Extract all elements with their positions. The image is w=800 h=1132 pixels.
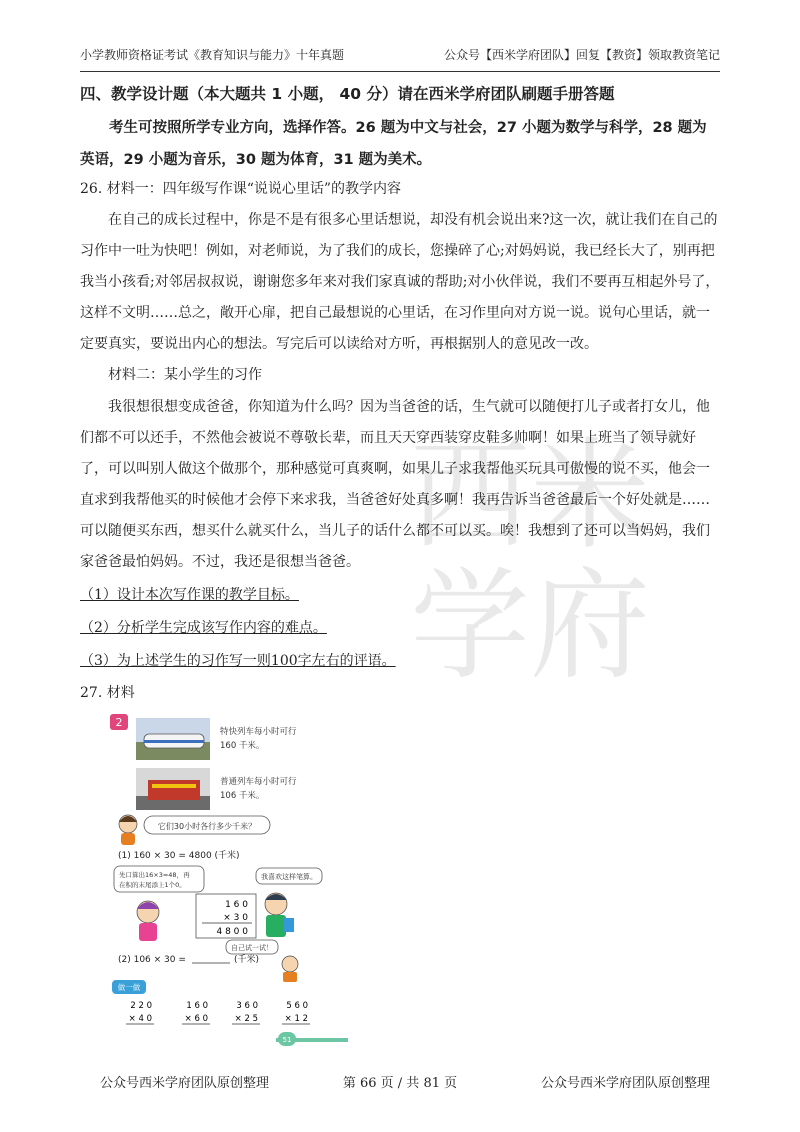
example-badge [110, 714, 128, 730]
hint-bubble-2 [256, 868, 322, 884]
footer-right: 公众号西米学府团队原创整理 [540, 1076, 710, 1091]
exercise-4 [282, 1001, 310, 1024]
svg-text:× 4 0: × 4 0 [128, 1014, 152, 1024]
header-left: 小学教师资格证考试《教育知识与能力》十年真题 [80, 48, 345, 62]
svg-text:× 1 2: × 1 2 [284, 1014, 308, 1024]
svg-text:5 6 0: 5 6 0 [286, 1001, 308, 1011]
exercise-3 [232, 1001, 260, 1024]
svg-text:在积的末尾添上1个0。: 在积的末尾添上1个0。 [119, 881, 186, 889]
train1-text-a: 特快列车每小时可行 [220, 727, 297, 737]
instruction: 考生可按照所学专业方向，选择作答。26 题为中文与社会，27 小题为数学与科学，28 题为英语，29 小题为音乐，30 题为体育，31 题为美术。 [80, 120, 707, 168]
equation-2: (2) 106 × 30 = [118, 955, 186, 965]
watermark-char: 学 [410, 557, 530, 696]
train1-text-b: 160 千米。 [220, 741, 265, 751]
svg-text:做一做: 做一做 [117, 983, 141, 992]
q26-material1: 在自己的成长过程中，你是不是有很多心里话想说，却没有机会说出来?这一次，就让我们在自己的习作中一吐为快吧！例如，对老师说，为了我们的成长，您操碎了心;对妈妈说，我已经长大了，别再把我当小孩看;对邻居叔叔说，谢谢您多年来对我们家真诚的帮助;对小伙伴说，我们不要再互相起外号了，这样不文明……总之，敞开心扉，把自己最想说的心里话，在习作里向对方说一说。说句心里话，就一定要真实，要说出内心的想法。写完后可以读给对方听，再根据别人的意见改一改。 [80, 212, 720, 352]
textbook-page-number [276, 1032, 348, 1046]
svg-text:3 6 0: 3 6 0 [236, 1001, 258, 1011]
svg-text:51: 51 [282, 1036, 292, 1044]
equation-2-unit: (千米) [234, 955, 260, 965]
boy-character-icon [265, 893, 294, 937]
svg-text:它们30小时各行多少千米？: 它们30小时各行多少千米？ [157, 822, 257, 831]
svg-text:自己试一试！: 自己试一试！ [231, 944, 273, 952]
practice-label [112, 980, 146, 994]
watermark-char: 西 [410, 427, 530, 566]
textbook-figure [108, 712, 348, 1057]
q27-title: 27. 材料 [80, 685, 135, 701]
regular-train-photo [136, 768, 210, 810]
svg-text:4 8 0 0: 4 8 0 0 [216, 927, 248, 937]
train2-text-a: 普通列车每小时可行 [220, 777, 297, 787]
vertical-multiplication [196, 894, 256, 938]
svg-text:× 3 0: × 3 0 [223, 913, 248, 923]
equation-1: (1) 160 × 30 = 4800 (千米) [118, 851, 240, 861]
svg-text:× 2 5: × 2 5 [234, 1014, 258, 1024]
girl-character-icon [137, 901, 159, 941]
svg-text:2: 2 [115, 716, 123, 729]
svg-text:× 6 0: × 6 0 [184, 1014, 208, 1024]
svg-text:1 6 0: 1 6 0 [186, 1001, 208, 1011]
exercise-1 [126, 1001, 154, 1024]
svg-text:2 2 0: 2 2 0 [130, 1001, 152, 1011]
page-header [80, 40, 720, 72]
watermark-char: 府 [530, 557, 650, 696]
express-train-photo [136, 718, 210, 760]
svg-text:1 6 0: 1 6 0 [225, 900, 248, 910]
q26-task-3: （3）为上述学生的习作写一则100字左右的评语。 [80, 653, 396, 669]
q26-task-1: （1）设计本次写作课的教学目标。 [80, 587, 299, 603]
q26-material2: 我很想很想变成爸爸，你知道为什么吗？因为当爸爸的话，生气就可以随便打儿子或者打女儿，他们都不可以还手，不然他会被说不尊敬长辈，而且天天穿西装穿皮鞋多帅啊！如果上班当了领导就好了，可以叫别人做这个做那个，那种感觉可真爽啊，如果儿子求我帮他买玩具可傲慢的说不买，他会一直求到我帮他买的时候他才会停下来求我，当爸爸好处真多啊！我再告诉当爸爸最后一个好处就是……可以随便买东西，想买什么就买什么，当儿子的话什么都不可以买。唉！我想到了还可以当妈妈，我们家爸爸最怕妈妈。不过，我还是很想当爸爸。 [80, 399, 710, 570]
question-bubble [144, 816, 270, 834]
exercise-2 [182, 1001, 210, 1024]
hint-bubble-1 [114, 866, 204, 892]
section-title: 四、教学设计题（本大题共 1 小题， 40 分）请在西米学府团队刷题手册答题 [80, 85, 615, 103]
try-bubble [226, 940, 278, 954]
header-right: 公众号【西米学府团队】回复【教资】领取教资笔记 [443, 48, 720, 62]
footer-left: 公众号西米学府团队原创整理 [100, 1076, 270, 1091]
watermark-char: 米 [530, 427, 650, 566]
svg-text:先口算出16×3=48，再: 先口算出16×3=48，再 [119, 871, 190, 879]
q26-title: 26. 材料一：四年级写作课“说说心里话”的教学内容 [80, 181, 402, 197]
kid-character-icon [282, 956, 298, 982]
train2-text-b: 106 千米。 [220, 791, 265, 801]
page-number: 第 66 页 / 共 81 页 [342, 1076, 458, 1091]
svg-text:我喜欢这样笔算。: 我喜欢这样笔算。 [261, 873, 317, 881]
girl-character-icon [119, 815, 137, 845]
q26-task-2: （2）分析学生完成该写作内容的难点。 [80, 620, 327, 636]
q26-material2-title: 材料二：某小学生的习作 [108, 367, 262, 383]
